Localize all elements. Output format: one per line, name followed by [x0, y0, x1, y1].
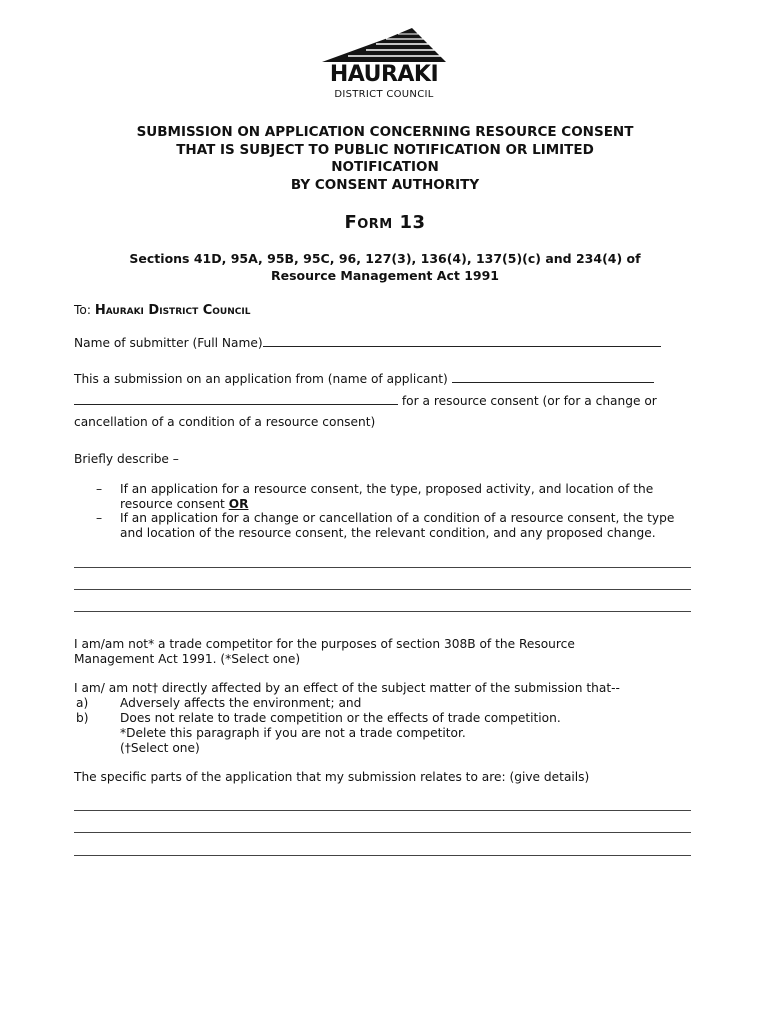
- submitter-name-row: [74, 334, 661, 350]
- details-line[interactable]: [74, 855, 691, 856]
- applicant-name-field-continued[interactable]: [74, 392, 398, 405]
- details-line[interactable]: [74, 832, 691, 833]
- form-number: Form 13: [344, 212, 426, 233]
- list-marker: –: [96, 511, 103, 525]
- delete-note: *Delete this paragraph if you are not a trade competitor.: [120, 726, 466, 740]
- details-line[interactable]: [74, 810, 691, 811]
- logo-subtitle: DISTRICT COUNCIL: [334, 89, 434, 100]
- applicant-name-field[interactable]: [452, 370, 654, 383]
- list-item-body: If an application for a resource consent, the type, proposed activity, and location of the resource consent: [120, 482, 654, 511]
- title-line: BY CONSENT AUTHORITY: [290, 176, 480, 193]
- addressee: [74, 303, 250, 318]
- logo-name: HAURAKI: [329, 62, 439, 87]
- list-item-text: Adversely affects the environment; and: [120, 696, 362, 710]
- applicant-label: This a submission on an application from (name of applicant): [74, 372, 448, 386]
- applicant-row: [74, 370, 654, 386]
- description-line[interactable]: [74, 567, 691, 568]
- list-marker: –: [96, 482, 103, 496]
- specific-parts-label: The specific parts of the application that my submission relates to are: (give details): [74, 770, 590, 784]
- sections-line: Resource Management Act 1991: [271, 267, 499, 283]
- cancellation-text: cancellation of a condition of a resource consent): [74, 415, 376, 429]
- to-label: To:: [74, 303, 95, 317]
- document-title: [70, 124, 700, 194]
- resource-consent-text: for a resource consent (or for a change or: [401, 394, 657, 408]
- council-logo: [318, 26, 450, 106]
- trade-competitor-line: I am/am not* a trade competitor for the purposes of section 308B of the Resource: [74, 637, 575, 651]
- list-item-text: [120, 482, 695, 512]
- list-item-text: Does not relate to trade competition or the effects of trade competition.: [120, 711, 561, 725]
- directly-affected-text: I am/ am not† directly affected by an effect of the subject matter of the submission that--: [74, 681, 620, 695]
- briefly-describe-label: Briefly describe –: [74, 452, 179, 466]
- sections-reference: [70, 251, 700, 284]
- sections-line: Sections 41D, 95A, 95B, 95C, 96, 127(3), 136(4), 137(5)(c) and 234(4) of: [129, 251, 641, 266]
- list-marker: b): [76, 711, 89, 725]
- submitter-name-field[interactable]: [263, 334, 661, 347]
- title-line: THAT IS SUBJECT TO PUBLIC NOTIFICATION OR LIMITED: [176, 141, 594, 158]
- council-name: Hauraki District Council: [94, 303, 251, 318]
- resource-consent-row: [74, 392, 657, 408]
- select-note: (†Select one): [120, 741, 200, 755]
- title-line: NOTIFICATION: [331, 159, 439, 175]
- description-line[interactable]: [74, 611, 691, 612]
- submitter-name-label: Name of submitter (Full Name): [74, 336, 263, 350]
- mountain-logo-icon: [318, 26, 450, 62]
- title-line: SUBMISSION ON APPLICATION CONCERNING RESOURCE CONSENT: [136, 124, 634, 140]
- trade-competitor-line: Management Act 1991. (*Select one): [74, 652, 301, 666]
- description-line[interactable]: [74, 589, 691, 590]
- or-emphasis: OR: [228, 497, 249, 511]
- list-marker: a): [76, 696, 89, 710]
- list-item-text: If an application for a change or cancellation of a condition of a resource consent, the type and location of the resource consent, the relevant condition, and any proposed change.: [120, 511, 675, 540]
